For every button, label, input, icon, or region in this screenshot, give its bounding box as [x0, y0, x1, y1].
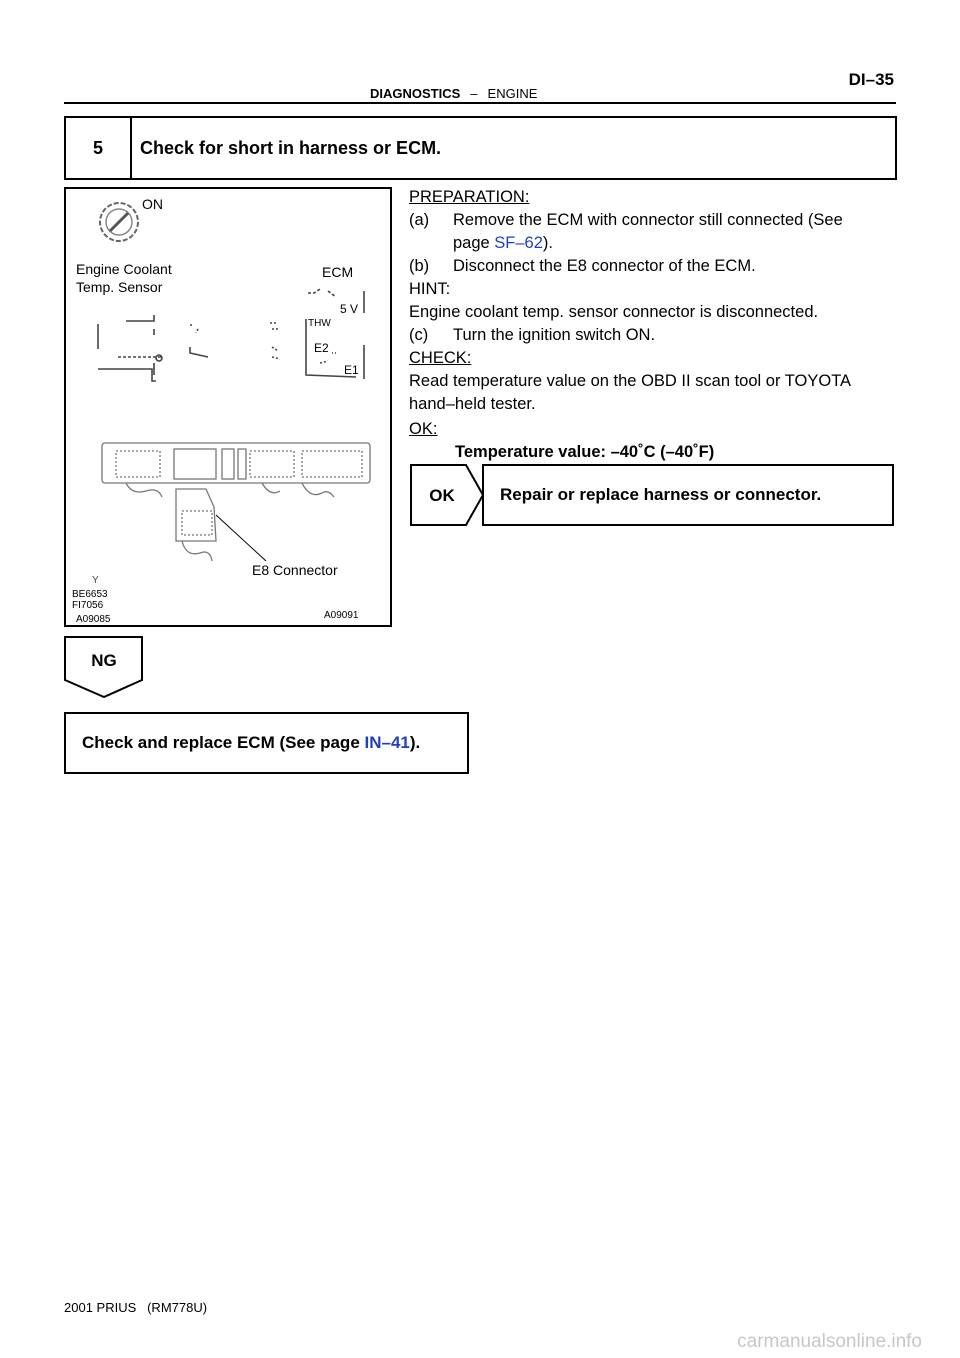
page-code: DI–35: [848, 70, 894, 89]
hint-heading: HINT:: [409, 280, 451, 298]
figure-code-d: A09091: [324, 610, 359, 621]
step-a-label: (a): [409, 211, 430, 229]
watermark: carmanualsonline.info: [737, 1331, 922, 1352]
ng-arrow-tag: [64, 636, 144, 698]
ignition-on-label: ON: [142, 196, 163, 212]
figure-code-b: FI7056: [72, 600, 104, 611]
header-section: DIAGNOSTICS: [370, 86, 461, 101]
step-c-text: Turn the ignition switch ON.: [453, 326, 656, 344]
step-number: 5: [66, 118, 132, 178]
ng-action-box: [64, 712, 469, 774]
pin-thw: THW: [308, 318, 331, 329]
circuit-schematic: [66, 279, 390, 399]
pin-e1: E1: [344, 363, 359, 377]
instructions: [409, 186, 895, 464]
figure-code-c: A09085: [76, 614, 111, 625]
step-c: [409, 324, 895, 347]
ignition-key-icon: [96, 199, 142, 245]
wiring-figure: [64, 187, 392, 627]
ecm-label: ECM: [322, 264, 354, 280]
sensor-label-line2: Temp. Sensor: [76, 279, 163, 295]
sensor-label-line1: Engine Coolant: [76, 261, 172, 277]
ng-action-prefix: Check and replace ECM (See page: [82, 733, 365, 752]
running-header: [370, 86, 537, 101]
ng-action-suffix: ).: [409, 733, 421, 752]
step-b-label: (b): [409, 257, 430, 275]
figure-mark: Y: [92, 575, 99, 586]
step-a-text: Remove the ECM with connector still connected (See: [453, 211, 843, 229]
in41-link[interactable]: IN–41: [364, 733, 410, 752]
figure-code-a: BE6653: [72, 589, 108, 600]
sf62-link[interactable]: SF–62: [494, 234, 543, 252]
preparation-heading: PREPARATION:: [409, 188, 530, 206]
check-text-1: Read temperature value on the OBD II scan tool or TOYOTA: [409, 372, 852, 390]
step-a: [409, 209, 895, 232]
hint-text: Engine coolant temp. sensor connector is disconnected.: [409, 303, 819, 321]
step-b: [409, 255, 895, 278]
check-heading: CHECK:: [409, 349, 472, 367]
ecm-connector-drawing: [66, 429, 390, 579]
ok-action-box: Repair or replace harness or connector.: [482, 464, 894, 526]
step-title: Check for short in harness or ECM.: [140, 137, 442, 158]
step-a-cont: page: [453, 234, 495, 252]
pin-5v: 5 V: [340, 302, 359, 316]
step-b-text: Disconnect the E8 connector of the ECM.: [453, 257, 756, 275]
ok-tag-label: OK: [429, 486, 455, 505]
step-c-label: (c): [409, 326, 429, 344]
step-title-box: [64, 116, 897, 180]
header-dash: –: [470, 86, 478, 101]
step-a-end: ).: [542, 234, 554, 252]
pin-e2: E2: [314, 341, 329, 355]
footer-model: 2001 PRIUS (RM778U): [64, 1300, 208, 1315]
ok-arrow-tag: [410, 464, 484, 526]
header-subsection: ENGINE: [487, 86, 538, 101]
ok-heading: OK:: [409, 420, 438, 438]
header-rule: [64, 102, 896, 104]
step-a-continuation: [409, 232, 895, 255]
ng-tag-label: NG: [91, 651, 117, 670]
ok-spec: Temperature value: –40˚C (–40˚F): [455, 443, 715, 461]
e8-connector-label: E8 Connector: [252, 562, 338, 578]
check-text-2: hand–held tester.: [409, 395, 536, 413]
